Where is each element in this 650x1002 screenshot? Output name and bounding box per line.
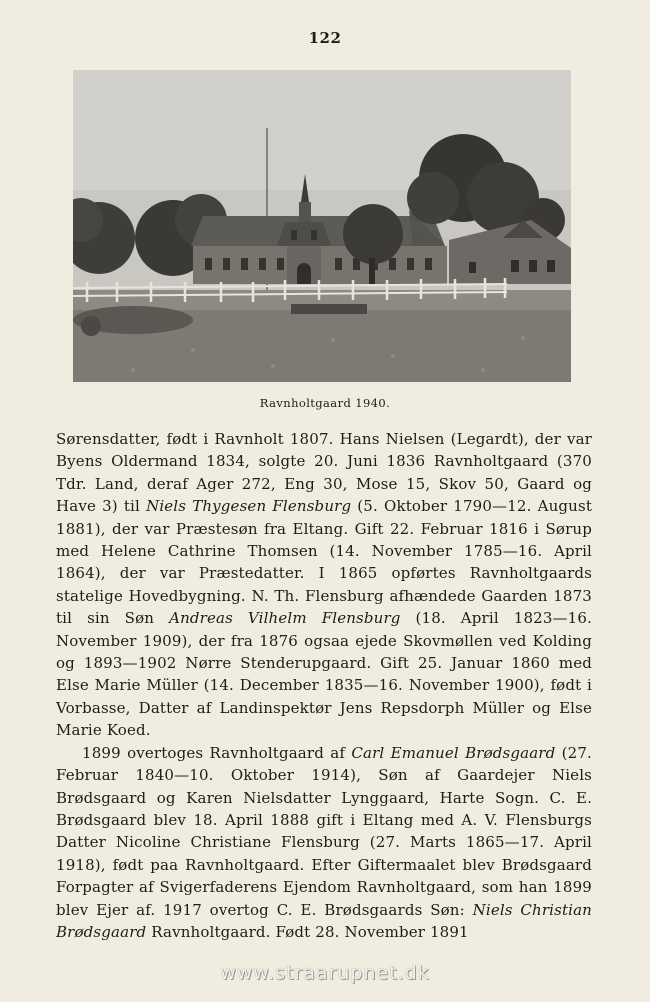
text-run: (5. Oktober 1790—12. August 1881), der var Præstesøn fra Eltang. Gift 22. Februar 1816 i Sørup med Helene Cathrine Thomsen (14. November 1785—16. April 1864), der var Præstedatter. I 1865 opførtes Ravnholtgaards statelige Hovedbygning. N. Th. Flensburg afhændede Gaarden 1873 til sin Søn bbox=[56, 497, 592, 628]
photo-ravnholtgaard bbox=[73, 70, 571, 382]
text-run: 1899 overtoges Ravnholtgaard af bbox=[82, 743, 352, 762]
text-run: (18. April 1823—16. November 1909), der fra 1876 ogsaa ejede Skovmøllen ved Kolding og 1893—1902 Nørre Stenderupgaard. Gift 25. Januar 1860 med Else Marie Müller (14. December 1835—16. November 1900), født i Vorbasse, Datter af Landinspektør Jens Repsdorph Müller og Else Marie Koed. bbox=[56, 609, 592, 740]
text-run: (27. Februar 1840—10. Oktober 1914), Søn af Gaardejer Niels Brødsgaard og Karen Nielsdatter Lynggaard, Harte Sogn. C. E. Brødsgaard blev 18. April 1888 gift i Eltang med A. V. Flensburgs Datter Nicoline Christiane Flensburg (27. Marts 1865—17. April 1918), født paa Ravnholtgaard. Efter Giftermaalet blev Brødsgaard Forpagter af Svigerfaderens Ejendom Ravnholtgaard, som han 1899 blev Ejer af. 1917 overtog C. E. Brødsgaards Søn: bbox=[56, 743, 592, 919]
name-niels-thygesen-flensburg: Niels Thygesen Flensburg bbox=[146, 497, 352, 516]
paragraph-2 bbox=[56, 742, 592, 944]
paragraph-1 bbox=[56, 428, 592, 742]
name-carl-emanuel-brodsgaard: Carl Emanuel Brødsgaard bbox=[351, 743, 556, 762]
page-number: 122 bbox=[308, 29, 342, 47]
text-run: Sørensdatter, født i Ravnholt 1807. Hans Nielsen (Legardt), der var Byens Oldermand 1834, solgte 20. Juni 1836 Ravnholtgaard (370 Tdr. Land, deraf Ager 272, Eng 30, Mose 15, Skov 50, Gaard og Have 3) til bbox=[56, 430, 592, 516]
photo-caption: Ravnholtgaard 1940. bbox=[259, 396, 391, 410]
name-andreas-vilhelm-flensburg: Andreas Vilhelm Flensburg bbox=[169, 609, 401, 628]
watermark: www.straarupnet.dk bbox=[220, 962, 430, 984]
name-niels-christian-brodsgaard: Niels Christian Brødsgaard bbox=[56, 900, 592, 941]
body-text bbox=[56, 428, 592, 943]
text-run: Ravnholtgaard. Født 28. November 1891 bbox=[146, 922, 469, 941]
